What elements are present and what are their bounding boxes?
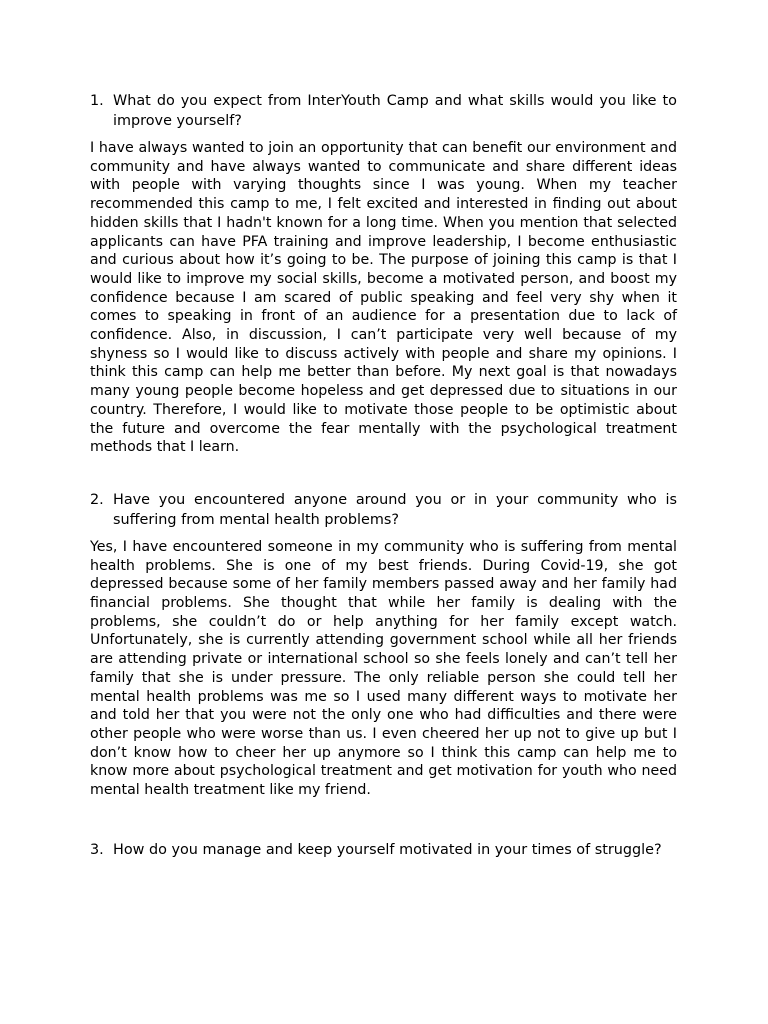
question-3 [90, 840, 677, 860]
spacer [90, 457, 677, 487]
question-2 [90, 490, 677, 530]
question-1 [90, 91, 677, 131]
document-page [90, 91, 677, 860]
question-3-number: 3. [90, 841, 104, 858]
answer-2: Yes, I have encountered someone in my community who is suffering from mental health problems. She is one of my best friends. During Covid-19, she got depressed because some of her family members passed away and her family had financial problems. She thought that while her family is dealing with the problems, she couldn’t do or help anything for her family except watch. Unfortunately, she is currently attending government school while all her friends are attending private or international school so she feels lonely and can’t tell her family that she is under pressure. The only reliable person she could tell her mental health problems was me so I used many different ways to motivate her and told her that you were not the only one who had difficulties and there were other people who were worse than us. I even cheered her up not to give up but I don’t know how to cheer her up anymore so I think this camp can help me to know more about psychological treatment and get motivation for youth who need mental health treatment like my friend. [90, 538, 677, 799]
answer-1: I have always wanted to join an opportunity that can benefit our environment and community and have always wanted to communicate and share different ideas with people with varying thoughts since I was young. When my teacher recommended this camp to me, I felt excited and interested in finding out about hidden skills that I hadn't known for a long time. When you mention that selected applicants can have PFA training and improve leadership, I become enthusiastic and curious about how it’s going to be. The purpose of joining this camp is that I would like to improve my social skills, become a motivated person, and boost my confidence because I am scared of public speaking and feel very shy when it comes to speaking in front of an audience for a presentation due to lack of confidence. Also, in discussion, I can’t participate very well because of my shyness so I would like to discuss actively with people and share my opinions. I think this camp can help me better than before. My next goal is that nowadays many young people become hopeless and get depressed due to situations in our country. Therefore, I would like to motivate those people to be optimistic about the future and overcome the fear mentally with the psychological treatment methods that I learn. [90, 140, 677, 456]
question-2-text: Have you encountered anyone around you or in your community who is suffering from mental health problems? [113, 491, 677, 528]
spacer [90, 800, 677, 830]
question-2-number: 2. [90, 491, 104, 508]
question-1-text: What do you expect from InterYouth Camp and what skills would you like to improve yourself? [113, 93, 677, 129]
question-3-text: How do you manage and keep yourself motivated in your times of struggle? [113, 841, 662, 858]
question-1-number: 1. [90, 93, 104, 109]
